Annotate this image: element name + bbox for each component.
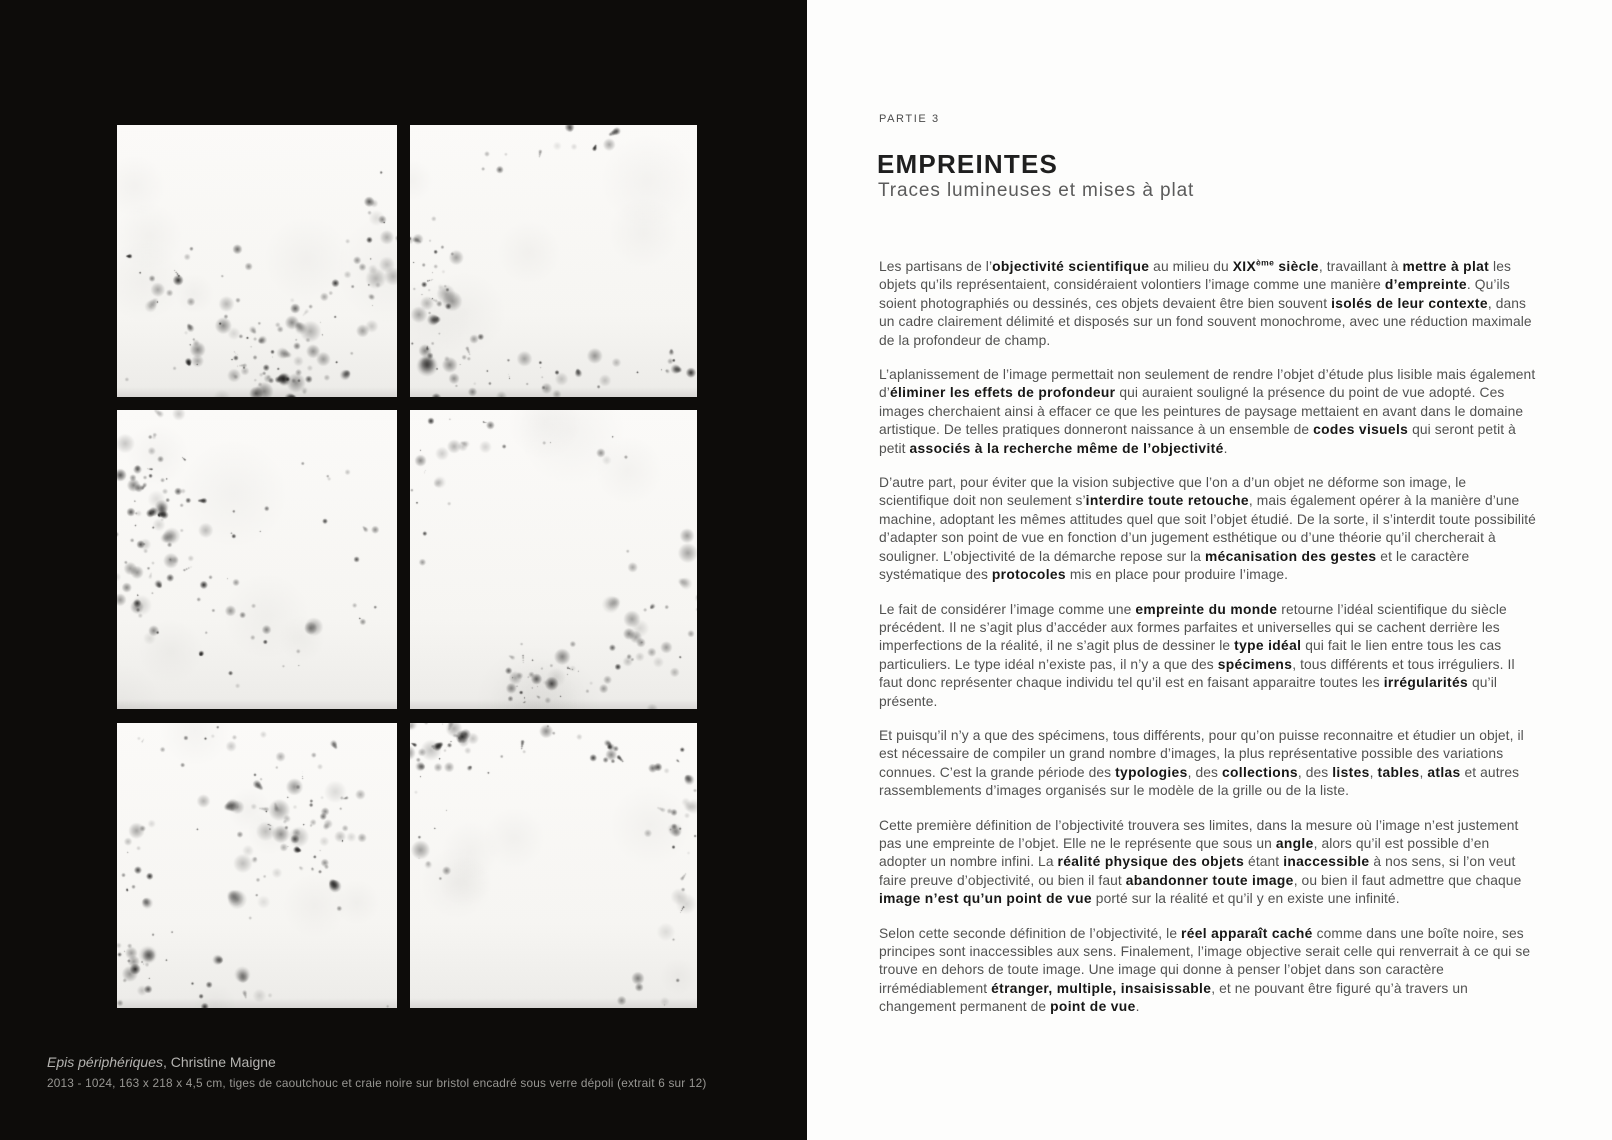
bold-term: abandonner toute image (1125, 872, 1294, 888)
text-segment: , des (1297, 764, 1333, 780)
text-segment: , (1369, 764, 1378, 780)
bold-term: isolés de leur contexte (1331, 295, 1488, 311)
bold-term: atlas (1427, 764, 1461, 780)
bold-term: mettre à plat (1402, 259, 1490, 274)
bold-term: codes visuels (1313, 422, 1409, 438)
text-segment: , ou bien il faut admettre que chaque (1293, 872, 1522, 888)
text-segment: Les partisans de l’ (879, 259, 993, 274)
text-segment: . (1223, 440, 1228, 456)
artwork-panel-4 (410, 410, 697, 709)
bold-term: type idéal (1234, 638, 1302, 654)
page-title: EMPREINTES (877, 149, 1059, 179)
artwork-caption (47, 1052, 747, 1092)
text-segment: , dans un cadre clairement délimité et disposés sur un fond souvent monochrome, avec une réduction maximale de la profondeur de champ. (879, 295, 1532, 348)
text-segment: retourne l’idéal scientifique du siècle précédent. Il ne s’agit plus d’accéder aux formes parfaites et universelles qui se cachent derrière les imperfections de la réalité, il ne s’agit plus de dessiner le (879, 601, 1507, 654)
bold-term: mécanisation des gestes (1204, 548, 1377, 564)
text-segment: , (1419, 764, 1428, 780)
bold-term: XIX (1232, 259, 1257, 274)
artwork-panel-5 (117, 723, 397, 1008)
text-segment: qui seront petit à petit (879, 422, 1516, 456)
work-artist: , Christine Maigne (162, 1054, 276, 1070)
text-segment: à nos sens, si l’on veut faire preuve d’objectivité, ou bien il faut (879, 854, 1516, 888)
text-segment: , mais également opérer à la manière d’une machine, adoptant les mêmes attitudes quel que soit l’objet étudié. De la sorte, il s’interdit toute possibilité d’adapter son point de vue en fonction d’un jugement esthétique ou d’une théorie qu’il chercherait à souligner. L’objectivité de la démarche repose sur la (879, 493, 1536, 564)
text-segment: qu’il présente. (879, 675, 1498, 709)
text-segment: Et puisqu’il n’y a que des spécimens, tous différents, pour qu’on puisse reconnaitre et étudier un objet, il est nécessaire de compiler un grand nombre d’images, la plus représentative possible des variations connues. C’est la grande période des (879, 727, 1524, 780)
text-segment: Selon cette seconde définition de l’objectivité, le (879, 925, 1182, 941)
work-title: Epis périphériques (47, 1054, 163, 1070)
text-segment: , alors qu’il est possible d’en adopter un nombre infini. La (879, 835, 1490, 870)
part-label: PARTIE 3 (879, 113, 940, 125)
bold-term: irrégularités (1383, 675, 1469, 691)
text-segment: les objets qu’ils représentaient, considéraient volontiers l’image comme une manière (879, 259, 1511, 293)
bold-term: inaccessible (1283, 854, 1370, 870)
artwork-panel-3 (117, 410, 397, 709)
text-segment: porté sur la réalité et qu’il y en existe une infinité. (1091, 891, 1400, 907)
text-segment: mis en place pour produire l’image. (1065, 567, 1289, 583)
bold-term: réalité physique des objets (1057, 854, 1245, 870)
bold-term: angle (1275, 835, 1314, 851)
text-segment: au milieu du (1149, 259, 1233, 274)
text-segment: , des (1187, 764, 1222, 780)
page-subtitle: Traces lumineuses et mises à plat (878, 180, 1195, 201)
text-segment: Le fait de considérer l’image comme une (879, 601, 1136, 617)
bold-term: tables (1377, 764, 1420, 780)
text-segment: . Qu’ils soient photographiés ou dessinés, ces objets devaient être bien souvent (879, 277, 1510, 311)
bold-term: collections (1221, 764, 1298, 780)
bold-term: empreinte du monde (1135, 601, 1278, 617)
work-details: 2013 - 1024, 163 x 218 x 4,5 cm, tiges de caoutchouc et craie noire sur bristol encadré sous verre dépoli (extrait 6 sur 12) (47, 1076, 707, 1090)
text-segment: Cette première définition de l’objectivité trouvera ses limites, dans la mesure où l’image n’est justement pas une empreinte de l’objet. Elle ne le représente que sous un (879, 817, 1519, 851)
text-segment: et le caractère systématique des (879, 548, 1470, 583)
bold-term: spécimens (1217, 656, 1293, 672)
bold-term: ème (1256, 257, 1275, 268)
text-segment: étant (1244, 854, 1284, 870)
paragraph (879, 474, 1539, 584)
right-page (807, 0, 1612, 1140)
paragraph (879, 817, 1539, 909)
artwork-panel-1 (117, 125, 397, 397)
artwork-panel-2 (410, 125, 697, 397)
paragraph (879, 727, 1539, 801)
paragraph (879, 925, 1539, 1017)
bold-term: protocoles (991, 567, 1066, 583)
text-segment: , travaillant à (1318, 259, 1403, 274)
bold-term: associés à la recherche même de l’objectivité (909, 440, 1224, 456)
text-segment: et autres rassemblements d’images organisés sur le modèle de la grille ou de la liste. (879, 764, 1520, 799)
text-segment: comme dans une boîte noire, ses principes sont inaccessibles aux sens. Finalement, l’image objective serait celle qui renverrait à ce qui se trouve en dehors de toute image. Une image qui donne à penser l’objet dans son caractère irrémédiablement (879, 925, 1531, 996)
bold-term: étranger, multiple, insaisissable (991, 980, 1212, 996)
bold-term: réel apparaît caché (1181, 925, 1313, 941)
text-segment: D’autre part, pour éviter que la vision subjective que l’on a d’un objet ne déforme son image, le scientifique doit non seulement s’ (879, 475, 1467, 509)
paragraph (879, 258, 1539, 350)
bold-term: d’empreinte (1384, 277, 1467, 293)
paragraph (879, 601, 1539, 711)
bold-term: typologies (1115, 764, 1188, 780)
body-paragraphs (879, 258, 1539, 1033)
bold-term: point de vue (1050, 999, 1136, 1015)
bold-term: objectivité scientifique (992, 259, 1150, 274)
bold-term: siècle (1274, 259, 1319, 274)
text-segment: qui fait le lien entre tous les cas particuliers. Le type idéal n’existe pas, il n’y a que des (879, 638, 1502, 672)
text-segment: , tous différents et tous irréguliers. Il faut donc représenter chaque individu tel qu’il est en faisant apparaitre toutes les (879, 656, 1515, 691)
caption-title-line (47, 1052, 747, 1072)
text-segment: qui auraient souligné la présence du point de vue adopté. Ces images cherchaient ainsi à effacer ce que les peintures de paysage mettaient en avant dans le domaine artistique. De telles pratiques donneront naissance à un ensemble de (879, 385, 1524, 438)
artwork-panel-6 (410, 723, 697, 1008)
text-segment: , et ne pouvant être figuré qu’à travers un changement permanent de (879, 980, 1468, 1015)
text-segment: . (1135, 999, 1140, 1015)
bold-term: listes (1332, 764, 1370, 780)
bold-term: interdire toute retouche (1085, 493, 1249, 509)
bold-term: éliminer les effets de profondeur (889, 385, 1116, 401)
bold-term: image n’est qu’un point de vue (879, 891, 1092, 907)
paragraph (879, 366, 1539, 458)
text-segment: L’aplanissement de l’image permettait non seulement de rendre l’objet d’étude plus lisible mais également d’ (879, 367, 1536, 401)
